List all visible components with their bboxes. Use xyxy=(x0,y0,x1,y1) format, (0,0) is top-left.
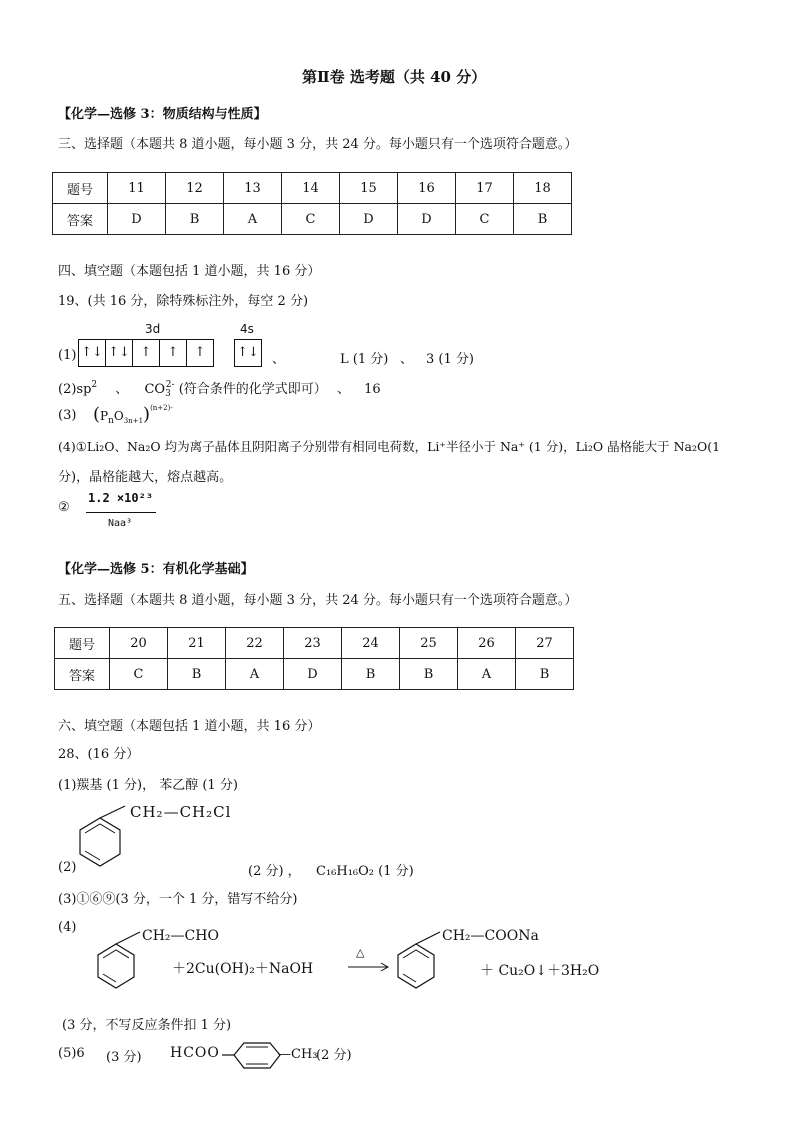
section1-header: 【化学—选修 3：物质结构与性质】 xyxy=(58,107,267,122)
orbital-box: ↑ xyxy=(194,345,206,360)
orbital-box: ↑↓ xyxy=(106,340,133,366)
q28-4-product: CH₂—COONa xyxy=(442,928,539,944)
q28-4-reactant: CH₂—CHO xyxy=(142,928,219,944)
table-cell: 20 xyxy=(110,628,168,659)
table-cell: B xyxy=(166,204,224,235)
table-cell: 24 xyxy=(342,628,400,659)
separator: 、 xyxy=(272,352,286,367)
table-cell: 题号 xyxy=(55,628,110,659)
section1-fill-intro: 四、填空题（本题包括 1 道小题，共 16 分） xyxy=(58,264,321,279)
table-cell: 13 xyxy=(224,173,282,204)
table-cell: 15 xyxy=(340,173,398,204)
table-cell: B xyxy=(342,659,400,690)
separator: 、 xyxy=(336,382,350,397)
benzene-ring-icon xyxy=(88,924,148,994)
fraction-numerator: 1.2 ×10²³ xyxy=(88,491,154,505)
table-cell: 12 xyxy=(166,173,224,204)
fraction-denominator: Naa³ xyxy=(108,518,133,529)
q19-1-answer-2: L (1 分) xyxy=(340,352,389,367)
table-row-numbers xyxy=(53,173,572,204)
q19-1-label: (1) xyxy=(58,348,77,363)
q28-4-reagents: ＋2Cu(OH)₂＋NaOH xyxy=(172,961,314,977)
q19-2-line xyxy=(58,378,381,399)
answer-table-2 xyxy=(54,627,574,690)
orbital-3d-label: 3d xyxy=(145,322,161,336)
table-row-answers xyxy=(55,659,574,690)
table-cell: D xyxy=(284,659,342,690)
q19-4-label2: ② xyxy=(58,500,70,515)
fraction-bar xyxy=(86,512,156,513)
table-cell: C xyxy=(110,659,168,690)
table-cell: 14 xyxy=(282,173,340,204)
table-cell: A xyxy=(226,659,284,690)
table-cell: 23 xyxy=(284,628,342,659)
table-cell: A xyxy=(458,659,516,690)
superscript: 2- xyxy=(165,380,175,390)
q28-5-label: (5)6 xyxy=(58,1046,85,1061)
section1-mc-intro: 三、选择题（本题共 8 道小题，每小题 3 分，共 24 分。每小题只有一个选项符合题意。） xyxy=(58,137,578,152)
q28-5-score2: (2 分) xyxy=(316,1048,352,1063)
section2-header: 【化学—选修 5：有机化学基础】 xyxy=(58,562,254,577)
formula-text: P xyxy=(100,409,109,423)
table-cell: B xyxy=(400,659,458,690)
separator: 、 xyxy=(115,382,129,397)
table-cell: 21 xyxy=(168,628,226,659)
orbital-box: ↑ xyxy=(133,340,160,366)
table-cell: C xyxy=(282,204,340,235)
subscript: n xyxy=(108,416,114,426)
superscript: 2 xyxy=(91,380,98,390)
table-cell: 16 xyxy=(398,173,456,204)
table-cell: 26 xyxy=(458,628,516,659)
q19-2-label: (2)sp xyxy=(58,382,92,397)
q19-1-answer-3: 3 (1 分) xyxy=(426,352,474,367)
table-cell: D xyxy=(108,204,166,235)
table-cell: B xyxy=(514,204,572,235)
ion-formula: CO xyxy=(144,382,166,397)
table-cell: 题号 xyxy=(53,173,108,204)
subscript: 3n+1 xyxy=(123,417,144,425)
reaction-arrow-icon xyxy=(348,962,390,972)
table-cell: C xyxy=(456,204,514,235)
q28-header: 28、(16 分） xyxy=(58,747,140,762)
table-cell: A xyxy=(224,204,282,235)
q28-4-condition: △ xyxy=(356,946,365,959)
q28-4-label: (4) xyxy=(58,920,77,935)
q28-5-right-group: —CH₃ xyxy=(278,1047,318,1062)
q28-2-label: (2) xyxy=(58,860,77,875)
section2-fill-intro: 六、填空题（本题包括 1 道小题，共 16 分） xyxy=(58,719,321,734)
q28-1: (1)羰基 (1 分)， 苯乙醇 (1 分) xyxy=(58,778,238,793)
benzene-ring-icon xyxy=(386,924,446,994)
q19-2-answer: 16 xyxy=(364,382,381,397)
q28-4-byproducts: ＋ Cu₂O↓＋3H₂O xyxy=(480,963,600,979)
q28-4-note: (3 分，不写反应条件扣 1 分) xyxy=(62,1018,232,1033)
table-cell: 答案 xyxy=(53,204,108,235)
formula-text: O xyxy=(113,409,124,423)
q28-5-left-group: HCOO xyxy=(170,1045,220,1061)
orbital-4s-label: 4s xyxy=(240,322,254,336)
table-cell: 11 xyxy=(108,173,166,204)
table-cell: B xyxy=(168,659,226,690)
table-cell: D xyxy=(340,204,398,235)
table-cell: 27 xyxy=(516,628,574,659)
table-cell: 18 xyxy=(514,173,572,204)
q19-header: 19、(共 16 分，除特殊标注外，每空 2 分) xyxy=(58,294,309,309)
table-cell: 25 xyxy=(400,628,458,659)
orbital-4s-box: ↑↓ xyxy=(234,339,262,367)
table-cell: 17 xyxy=(456,173,514,204)
subscript: 3 xyxy=(165,389,171,399)
superscript: (n+2)- xyxy=(150,404,173,412)
table-row-numbers xyxy=(55,628,574,659)
q28-2-score: (2 分) ， xyxy=(248,864,301,879)
section2-mc-intro: 五、选择题（本题共 8 道小题，每小题 3 分，共 24 分。每小题只有一个选项符合题意。） xyxy=(58,593,578,608)
q28-2-struct: CH₂—CH₂Cl xyxy=(130,803,232,821)
q28-2-formula: C₁₆H₁₆O₂ (1 分) xyxy=(316,864,414,879)
table-cell: D xyxy=(398,204,456,235)
orbital-box: ↑ xyxy=(160,340,187,366)
benzene-ring-icon xyxy=(70,800,130,870)
q19-4-line2: 分)，晶格能越大，熔点越高。 xyxy=(58,470,233,485)
answer-table-1 xyxy=(52,172,572,235)
orbital-3d-boxes xyxy=(78,339,214,367)
page-title: 第Ⅱ卷 选考题（共 40 分） xyxy=(302,68,487,86)
table-row-answers xyxy=(53,204,572,235)
orbital-box: ↑↓ xyxy=(79,340,106,366)
q19-3-label: (3) xyxy=(58,408,77,423)
separator: 、 xyxy=(400,352,414,367)
q19-3-formula: $(P_nO_{3n+1})^{(n+2)-}$ xyxy=(93,404,173,426)
table-cell: 22 xyxy=(226,628,284,659)
q28-5-score1: (3 分) xyxy=(106,1050,142,1065)
q19-2-note: (符合条件的化学式即可） xyxy=(178,382,327,397)
q19-4-line1: (4)①Li₂O、Na₂O 均为离子晶体且阴阳离子分别带有相同电荷数，Li⁺半径小于 Na⁺ (1 分)，Li₂O 晶格能大于 Na₂O(1 xyxy=(58,439,721,454)
q28-3: (3)①⑥⑨(3 分，一个 1 分，错写不给分) xyxy=(58,892,298,907)
table-cell: 答案 xyxy=(55,659,110,690)
table-cell: B xyxy=(516,659,574,690)
